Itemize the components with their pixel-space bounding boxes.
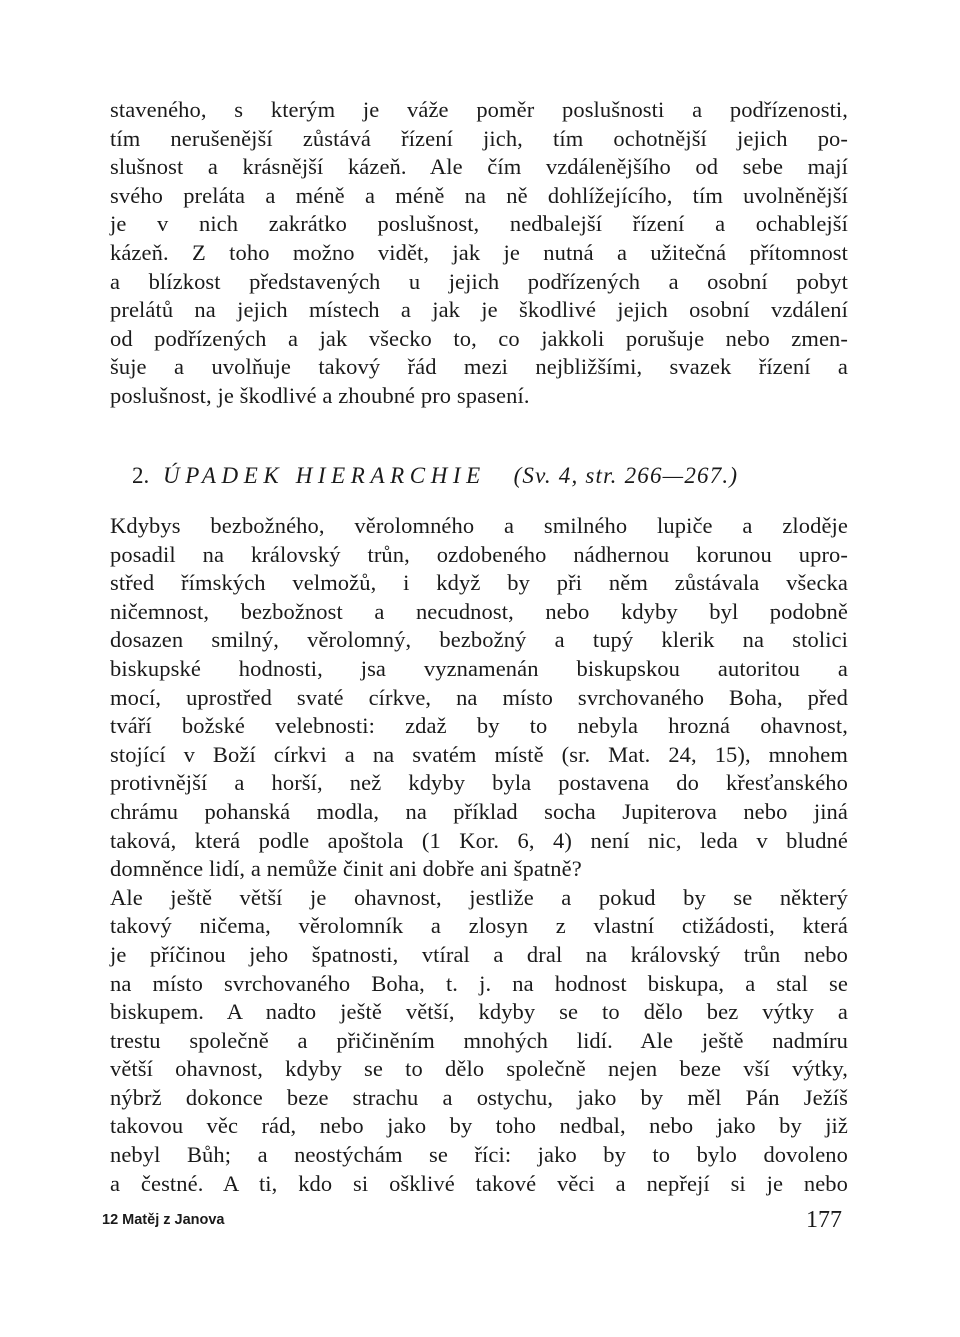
text-line: tváří božské velebnosti: zdaž by to nebyla hrozná ohavnost, [110,713,848,739]
text-line: dosazen smilný, věrolomný, bezbožný a tupý klerik na stolici [110,627,848,653]
text-line: a čestné. A ti, kdo si ošklivé takové věci a nepřejí si je nebo [110,1170,848,1196]
text-line: Ale ještě větší je ohavnost, jestliže a pokud by se některý [110,884,848,910]
text-line: staveného, s kterým je váže poměr poslušnosti a podřízenosti, [110,97,848,122]
paragraph-2 [110,512,848,1198]
text-line: svého preláta a méně a méně na ně dohlížejícího, tím uvolněnější [110,182,848,208]
paragraph-1 [110,96,848,411]
text-line: Kdybys bezbožného, věrolomného a smilného lupiče a zloděje [110,513,848,538]
text-line: biskupské hodnosti, jsa vyznamenán biskupskou autoritou a [110,655,848,681]
text-line: tím nerušenější zůstává řízení jich, tím ochotnější jejich po- [110,125,848,151]
text-line: takový ničema, věrolomník a zlosyn z vlastní ctižádosti, která [110,913,848,939]
section-number: 2. [132,463,150,488]
text-line: šuje a uvolňuje takový řád mezi nejbližšími, svazek řízení a [110,354,848,380]
text-line: ničemnost, bezbožnost a necudnost, nebo kdyby byl podobně [110,598,848,624]
text-line: a blízkost představených u jejich podřízených a osobní pobyt [110,268,848,294]
text-line: trestu společně a přičiněním mnohých lidí. Ale ještě nadmíru [110,1027,848,1053]
text-line: takovou věc rád, nebo jako by toho nedbal, nebo jako by již [110,1113,848,1139]
text-line: mocí, uprostřed svaté církve, na místo svrchovaného Boha, před [110,684,848,710]
text-line: je příčinou jeho špatnosti, vtíral a dral na královský trůn nebo [110,941,848,967]
section-reference: (Sv. 4, str. 266—267.) [513,463,739,488]
text-line: protivnější a horší, než kdyby byla postavena do křesťanského [110,770,848,796]
text-line: chrámu pohanská modla, na příklad socha Jupiterova nebo jiná [110,798,848,824]
text-line: stojící v Boží církvi a na svatém místě (sr. Mat. 24, 15), mnohem [110,741,848,767]
text-line: je v nich zakrátko poslušnost, nedbalejší řízení a ochablejší [110,211,848,237]
text-line: poslušnost, je škodlivé a zhoubné pro spasení. [110,382,530,408]
text-line: na místo svrchovaného Boha, t. j. na hodnost biskupa, a stal se [110,970,848,996]
text-line: slušnost a krásnější kázeň. Ale čím vzdálenějšího od sebe mají [110,154,848,180]
text-line: prelátů na jejich místech a jak je škodlivé jejich osobní vzdálení [110,297,848,323]
text-line: větší ohavnost, kdyby se to dělo společně nejen beze vší výtky, [110,1056,848,1082]
text-line: taková, která podle apoštola (1 Kor. 6, 4) není nic, leda v bludné [110,827,848,853]
text-line: domněnce lidí, a nemůže činit ani dobře ani špatně? [110,856,582,882]
footer-signature: 12 Matěj z Janova [102,1212,225,1228]
section-title: ÚPADEK HIERARCHIE [163,463,486,488]
text-line: střed římských velmožů, i když by při něm zůstávala všecka [110,570,848,596]
text-line: od podřízených a jak všecko to, co jakkoli porušuje nebo zmen- [110,325,848,351]
text-line: nebyl Bůh; a neostýchám se říci: jako by to bylo dovoleno [110,1142,848,1168]
text-line: kázeň. Z toho možno vidět, jak je nutná a užitečná přítomnost [110,239,848,265]
text-line: biskupem. A nadto ještě větší, kdyby se to dělo bez výtky a [110,999,848,1025]
page-number: 177 [806,1207,842,1233]
text-line: nýbrž dokonce beze strachu a ostychu, jako by měl Pán Ježíš [110,1084,848,1110]
text-line: posadil na královský trůn, ozdobeného nádhernou korunou upro- [110,541,848,567]
section-heading [132,459,832,493]
